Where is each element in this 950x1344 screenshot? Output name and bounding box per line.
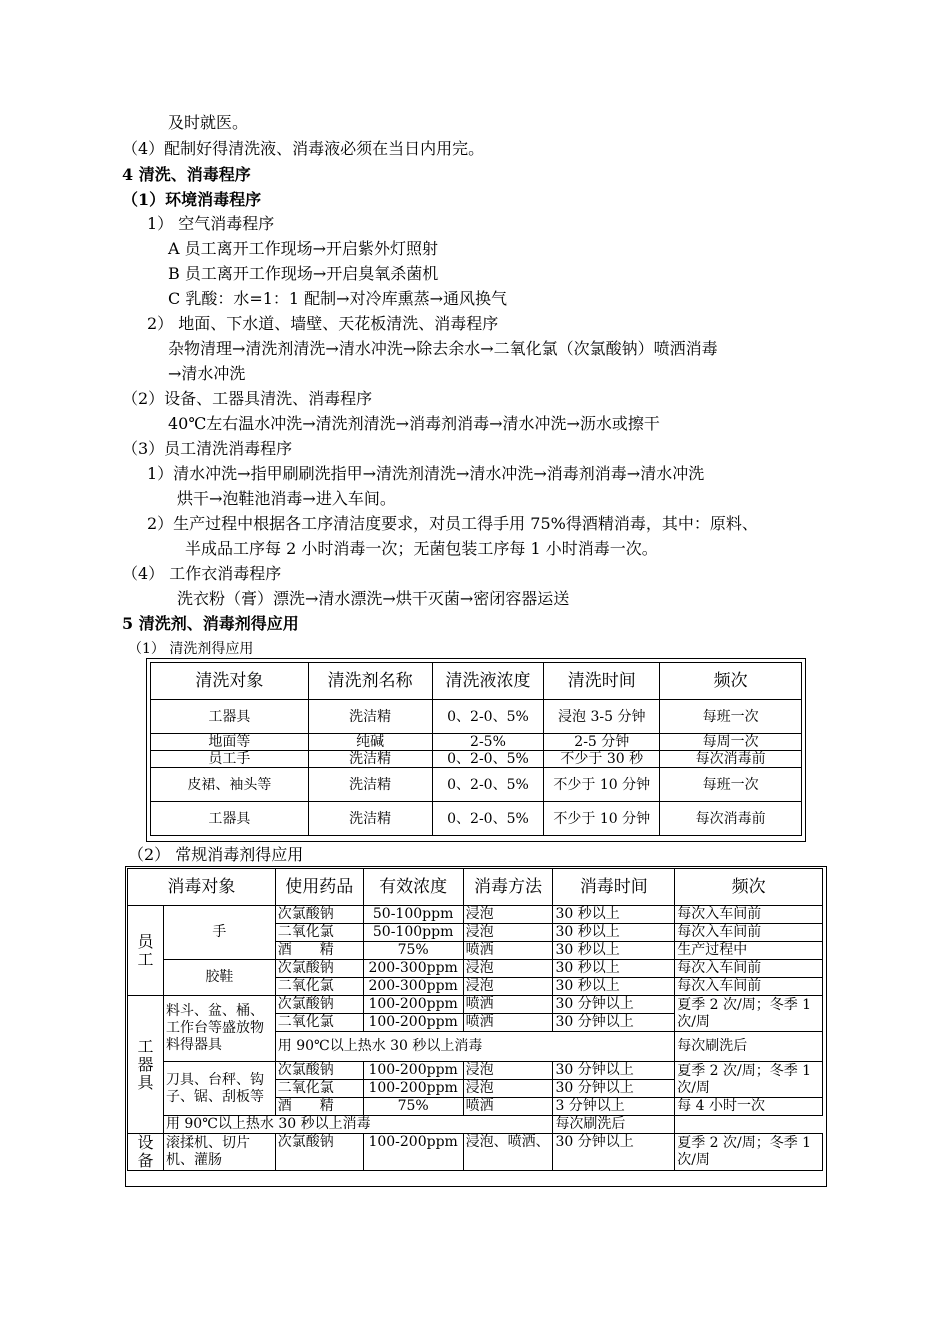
table-cell: 0、2-0、5% [432,700,544,734]
column-header: 清洗对象 [151,663,309,700]
table-cell: 0、2-0、5% [432,802,544,836]
table-cell: 次氯酸钠 [275,1062,363,1080]
table-cell: 用 90℃以上热水 30 秒以上消毒 [163,1116,552,1134]
group-label-equipment: 设备 [128,1134,164,1171]
table-cell: 75% [363,942,463,960]
table-cell: 2-5 分钟 [544,734,660,751]
text-line: 2）生产过程中根据各工序清洁度要求，对员工得手用 75%得酒精消毒，其中：原料、 [147,514,758,533]
table-cell: 洗洁精 [308,768,432,802]
table-cell: 浸泡 [463,906,553,924]
text-line: 40℃左右温水冲洗→清洗剂清洗→消毒剂消毒→清水冲洗→沥水或擦干 [168,414,660,433]
text-line: B 员工离开工作现场→开启臭氧杀菌机 [168,264,439,283]
table-cell: 夏季 2 次/周；冬季 1 次/周 [675,996,823,1032]
column-header: 清洗剂名称 [308,663,432,700]
text-line: （2）设备、工器具清洗、消毒程序 [122,389,373,408]
table-cell: 用 90℃以上热水 30 秒以上消毒 [275,1032,674,1062]
table-cell: 30 秒以上 [553,978,675,996]
column-header: 消毒时间 [553,869,675,906]
table-cell: 二氧化氯 [275,978,363,996]
disinfectant-table [127,868,823,1171]
table-cell: 3 分钟以上 [553,1098,675,1116]
table-cell: 浸泡 3-5 分钟 [544,700,660,734]
table-cell: 皮裙、袖头等 [151,768,309,802]
table-cell: 工器具 [151,700,309,734]
table-cell: 次氯酸钠 [275,960,363,978]
column-header: 有效浓度 [363,869,463,906]
table-caption: （2） 常规消毒剂得应用 [128,845,304,864]
table-cell: 每周一次 [660,734,802,751]
table-cell: 200-300ppm [363,978,463,996]
table-cell: 酒 精 [275,1098,363,1116]
table-cell: 50-100ppm [363,906,463,924]
table-cell: 地面等 [151,734,309,751]
table-cell: 每次入车间前 [675,978,823,996]
table-cell: 浸泡 [463,1062,553,1080]
table-cell: 50-100ppm [363,924,463,942]
text-line: （3）员工清洗消毒程序 [122,439,293,458]
column-header: 使用药品 [275,869,363,906]
table-cell: 工器具 [151,802,309,836]
table-cell: 每次入车间前 [675,906,823,924]
table-cell: 夏季 2 次/周；冬季 1 次/周 [675,1134,823,1171]
text-line: 烘干→泡鞋池消毒→进入车间。 [177,489,396,508]
subgroup-label: 手 [163,906,275,960]
table-caption: （1） 清洗剂得应用 [128,641,254,657]
column-header: 频次 [660,663,802,700]
table-cell: 员工手 [151,751,309,768]
table-cell: 30 分钟以上 [553,996,675,1014]
text-line: A 员工离开工作现场→开启紫外灯照射 [168,239,439,258]
table-cell: 30 分钟以上 [553,1062,675,1080]
section-heading: 4 清洗、消毒程序 [122,165,251,184]
table-cell: 浸泡 [463,924,553,942]
table-cell: 洗洁精 [308,802,432,836]
subgroup-label: 胶鞋 [163,960,275,996]
table-cell: 喷洒 [463,1098,553,1116]
group-label-tools: 工器具 [128,996,164,1134]
text-line: （4） 工作衣消毒程序 [122,564,282,583]
table-cell: 每班一次 [660,700,802,734]
text-line: →清水冲洗 [168,364,246,383]
text-line: 1） 空气消毒程序 [147,214,275,233]
table-cell: 100-200ppm [363,1080,463,1098]
table-cell: 不少于 10 分钟 [544,768,660,802]
table-cell: 浸泡、喷洒、 [463,1134,553,1171]
column-header: 清洗时间 [544,663,660,700]
table-cell: 浸泡 [463,978,553,996]
table-cell: 每 4 小时一次 [675,1098,823,1116]
group-label-employee: 员工 [128,906,164,996]
table-cell: 喷洒 [463,996,553,1014]
text-line: （4）配制好得清洗液、消毒液必须在当日内用完。 [122,139,485,158]
table-cell: 夏季 2 次/周；冬季 1 次/周 [675,1062,823,1098]
table-cell: 二氧化氯 [275,1080,363,1098]
table-cell: 喷洒 [463,1014,553,1032]
table-cell: 二氧化氯 [275,1014,363,1032]
column-header: 频次 [675,869,823,906]
table-cell: 每次消毒前 [660,751,802,768]
table-cell: 不少于 30 秒 [544,751,660,768]
table-cell: 100-200ppm [363,1134,463,1171]
subgroup-label: 刀具、台秤、钩子、锯、刮板等 [163,1062,275,1116]
table-cell: 100-200ppm [363,1014,463,1032]
text-line: 洗衣粉（膏）漂洗→清水漂洗→烘干灭菌→密闭容器运送 [177,589,570,608]
table-cell: 每班一次 [660,768,802,802]
table-cell: 75% [363,1098,463,1116]
table-cell: 0、2-0、5% [432,751,544,768]
table-cell: 30 分钟以上 [553,1080,675,1098]
table-cell: 浸泡 [463,960,553,978]
table-cell: 洗洁精 [308,751,432,768]
table-cell: 喷洒 [463,942,553,960]
table-cell: 次氯酸钠 [275,906,363,924]
table-cell: 洗洁精 [308,700,432,734]
table-cell: 2-5% [432,734,544,751]
table-cell: 0、2-0、5% [432,768,544,802]
text-line: 半成品工序每 2 小时消毒一次；无菌包装工序每 1 小时消毒一次。 [185,539,658,558]
table-cell: 每次入车间前 [675,960,823,978]
table-cell: 纯碱 [308,734,432,751]
table-cell: 浸泡 [463,1080,553,1098]
column-header: 清洗液浓度 [432,663,544,700]
table-cell: 30 秒以上 [553,960,675,978]
table-cell: 30 分钟以上 [553,1014,675,1032]
text-line: 杂物清理→清洗剂清洗→清水冲洗→除去余水→二氧化氯（次氯酸钠）喷洒消毒 [168,339,718,358]
table-cell: 酒 精 [275,942,363,960]
table-cell: 不少于 10 分钟 [544,802,660,836]
section-heading: 5 清洗剂、消毒剂得应用 [122,614,299,633]
table-cell: 每次刷洗后 [675,1032,823,1062]
table-cell: 次氯酸钠 [275,1134,363,1171]
subgroup-label: 滚揉机、切片机、灌肠 [163,1134,275,1171]
table-cell: 200-300ppm [363,960,463,978]
text-line: 2） 地面、下水道、墙壁、天花板清洗、消毒程序 [147,314,499,333]
table-cell: 每次消毒前 [660,802,802,836]
table-cell: 二氧化氯 [275,924,363,942]
table-cell: 每次刷洗后 [553,1116,675,1134]
table-cell: 30 秒以上 [553,942,675,960]
table-cell: 次氯酸钠 [275,996,363,1014]
subsection-heading: （1）环境消毒程序 [122,190,262,209]
text-line: C 乳酸：水=1：1 配制→对冷库熏蒸→通风换气 [168,289,507,308]
table-cell: 生产过程中 [675,942,823,960]
table-cell: 30 秒以上 [553,924,675,942]
text-line: 1）清水冲洗→指甲刷刷洗指甲→清洗剂清洗→清水冲洗→消毒剂消毒→清水冲洗 [147,464,705,483]
cleaning-agent-table [150,662,802,836]
table-cell: 30 秒以上 [553,906,675,924]
subgroup-label: 料斗、盆、桶、工作台等盛放物料得器具 [163,996,275,1062]
column-header: 消毒方法 [463,869,553,906]
table-cell: 每次入车间前 [675,924,823,942]
table-cell: 30 分钟以上 [553,1134,675,1171]
table-cell: 100-200ppm [363,1062,463,1080]
text-line: 及时就医。 [168,113,249,132]
table-cell: 100-200ppm [363,996,463,1014]
column-header: 消毒对象 [128,869,276,906]
